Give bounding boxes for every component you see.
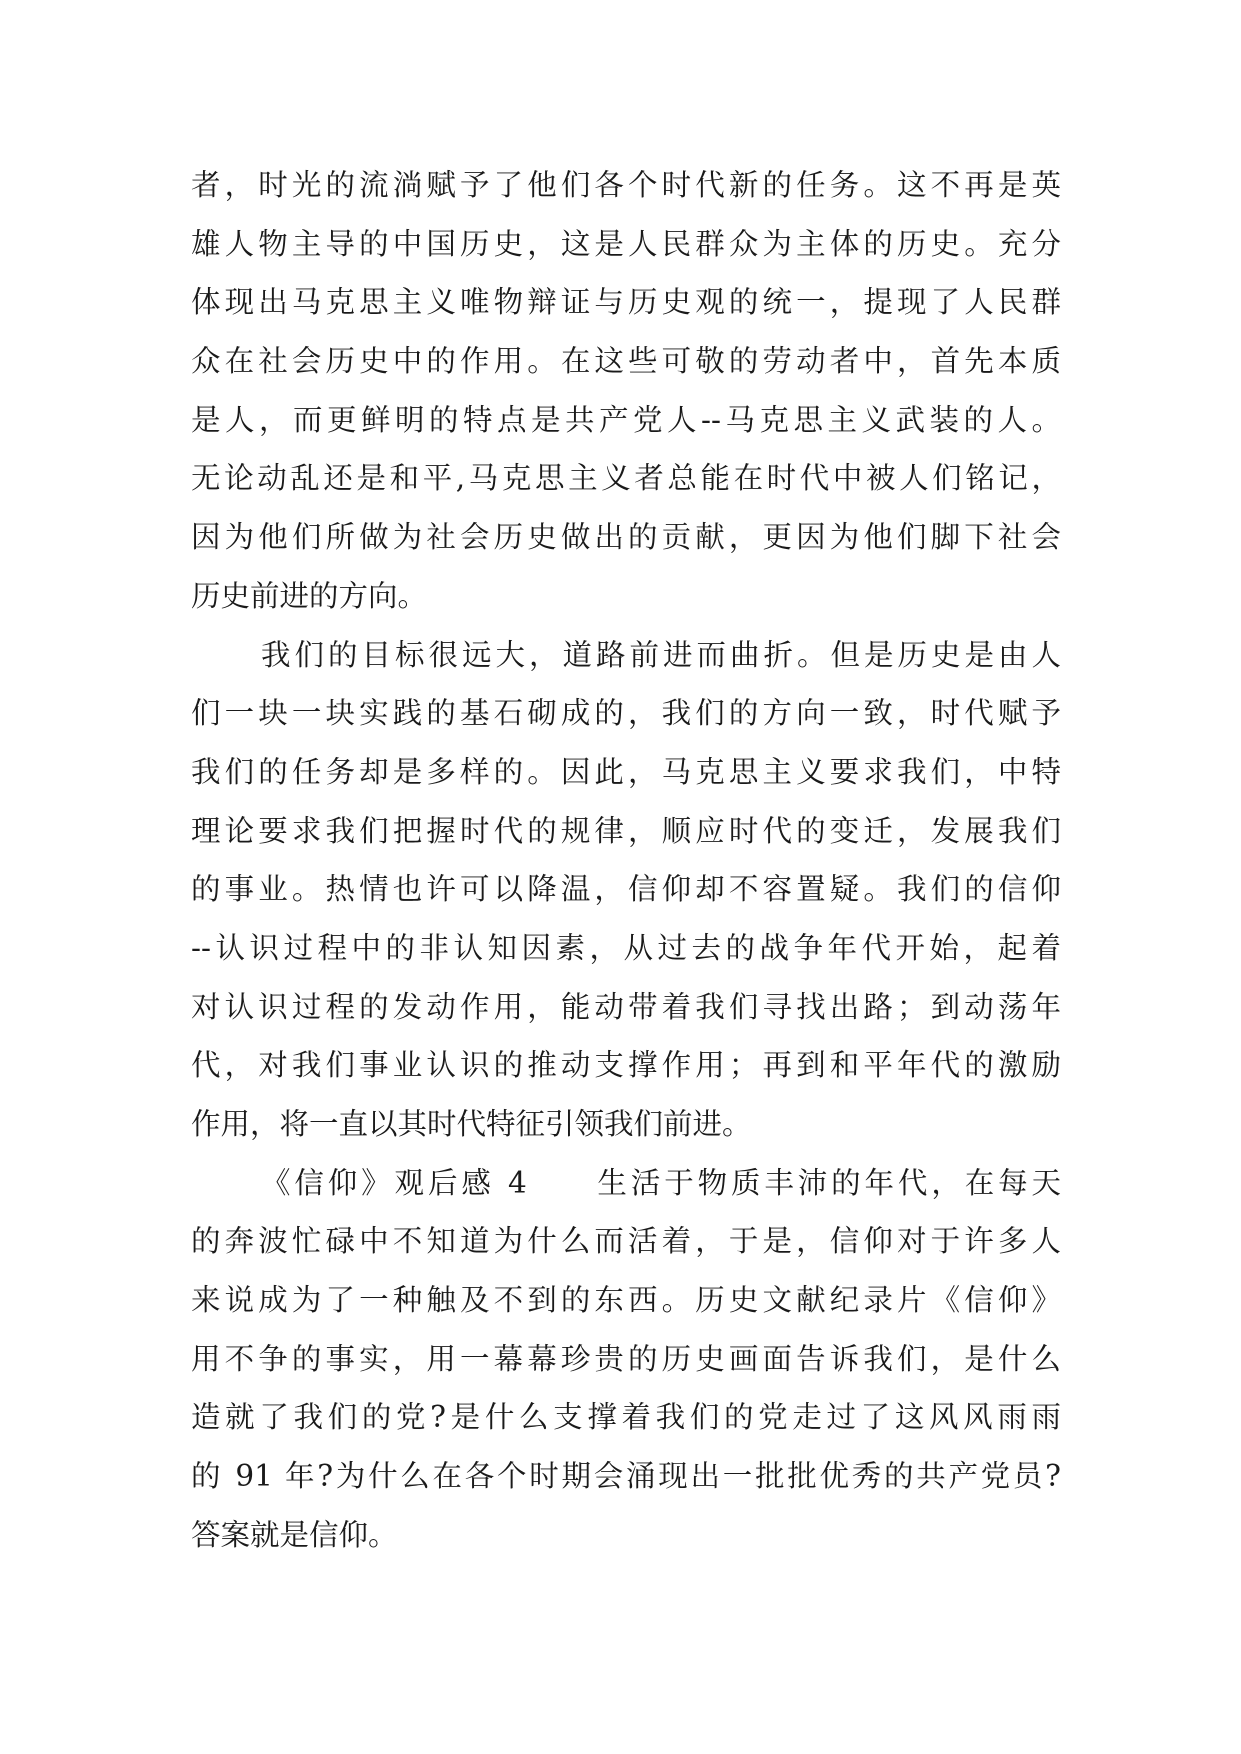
paragraph-line: 历史前进的方向。 <box>191 578 428 613</box>
paragraph-line: 的 91 年?为什么在各个时期会涌现出一批批优秀的共产党员? <box>191 1459 1061 1494</box>
paragraph-line: 答案就是信仰。 <box>191 1517 398 1552</box>
paragraph-line: 我们的任务却是多样的。因此，马克思主义要求我们，中特 <box>191 754 1061 789</box>
paragraph-line: 众在社会历史中的作用。在这些可敬的劳动者中，首先本质 <box>191 344 1061 379</box>
paragraph-line: 代，对我们事业认识的推动支撑作用；再到和平年代的激励 <box>191 1048 1061 1083</box>
paragraph-line: 者，时光的流淌赋予了他们各个时代新的任务。这不再是英 <box>191 168 1061 202</box>
document-body <box>191 156 1061 1565</box>
paragraph-line: 雄人物主导的中国历史，这是人民群众为主体的历史。充分 <box>191 226 1061 261</box>
paragraph-line: 们一块一块实践的基石砌成的，我们的方向一致，时代赋予 <box>191 696 1061 731</box>
paragraph-line: --认识过程中的非认知因素，从过去的战争年代开始，起着 <box>191 930 1061 965</box>
paragraph-line: 体现出马克思主义唯物辩证与历史观的统一，提现了人民群 <box>191 285 1061 320</box>
paragraph-line: 因为他们所做为社会历史做出的贡献，更因为他们脚下社会 <box>191 520 1061 555</box>
paragraph-line: 是人，而更鲜明的特点是共产党人--马克思主义武装的人。 <box>191 402 1061 437</box>
paragraph-line: 造就了我们的党?是什么支撑着我们的党走过了这风风雨雨 <box>191 1400 1061 1435</box>
paragraph-line: 用不争的事实，用一幕幕珍贵的历史画面告诉我们，是什么 <box>191 1341 1061 1376</box>
paragraph-line: 我们的目标很远大，道路前进而曲折。但是历史是由人 <box>261 637 1061 672</box>
paragraph-line: 的奔波忙碌中不知道为什么而活着，于是，信仰对于许多人 <box>191 1224 1061 1259</box>
paragraph-line: 作用，将一直以其时代特征引领我们前进。 <box>191 1107 752 1141</box>
paragraph-line: 来说成为了一种触及不到的东西。历史文献纪录片《信仰》 <box>191 1283 1061 1318</box>
paragraph-2 <box>191 626 1061 1154</box>
paragraph-3 <box>191 1154 1061 1565</box>
paragraph-line: 理论要求我们把握时代的规律，顺应时代的变迁，发展我们 <box>191 813 1061 848</box>
paragraph-line: 对认识过程的发动作用，能动带着我们寻找出路；到动荡年 <box>191 989 1061 1024</box>
paragraph-line: 的事业。热情也许可以降温，信仰却不容置疑。我们的信仰 <box>191 872 1061 907</box>
paragraph-line: 《信仰》观后感 4 生活于物质丰沛的年代，在每天 <box>261 1165 1061 1200</box>
paragraph-line: 无论动乱还是和平,马克思主义者总能在时代中被人们铭记， <box>191 461 1061 496</box>
paragraph-1 <box>191 156 1061 626</box>
